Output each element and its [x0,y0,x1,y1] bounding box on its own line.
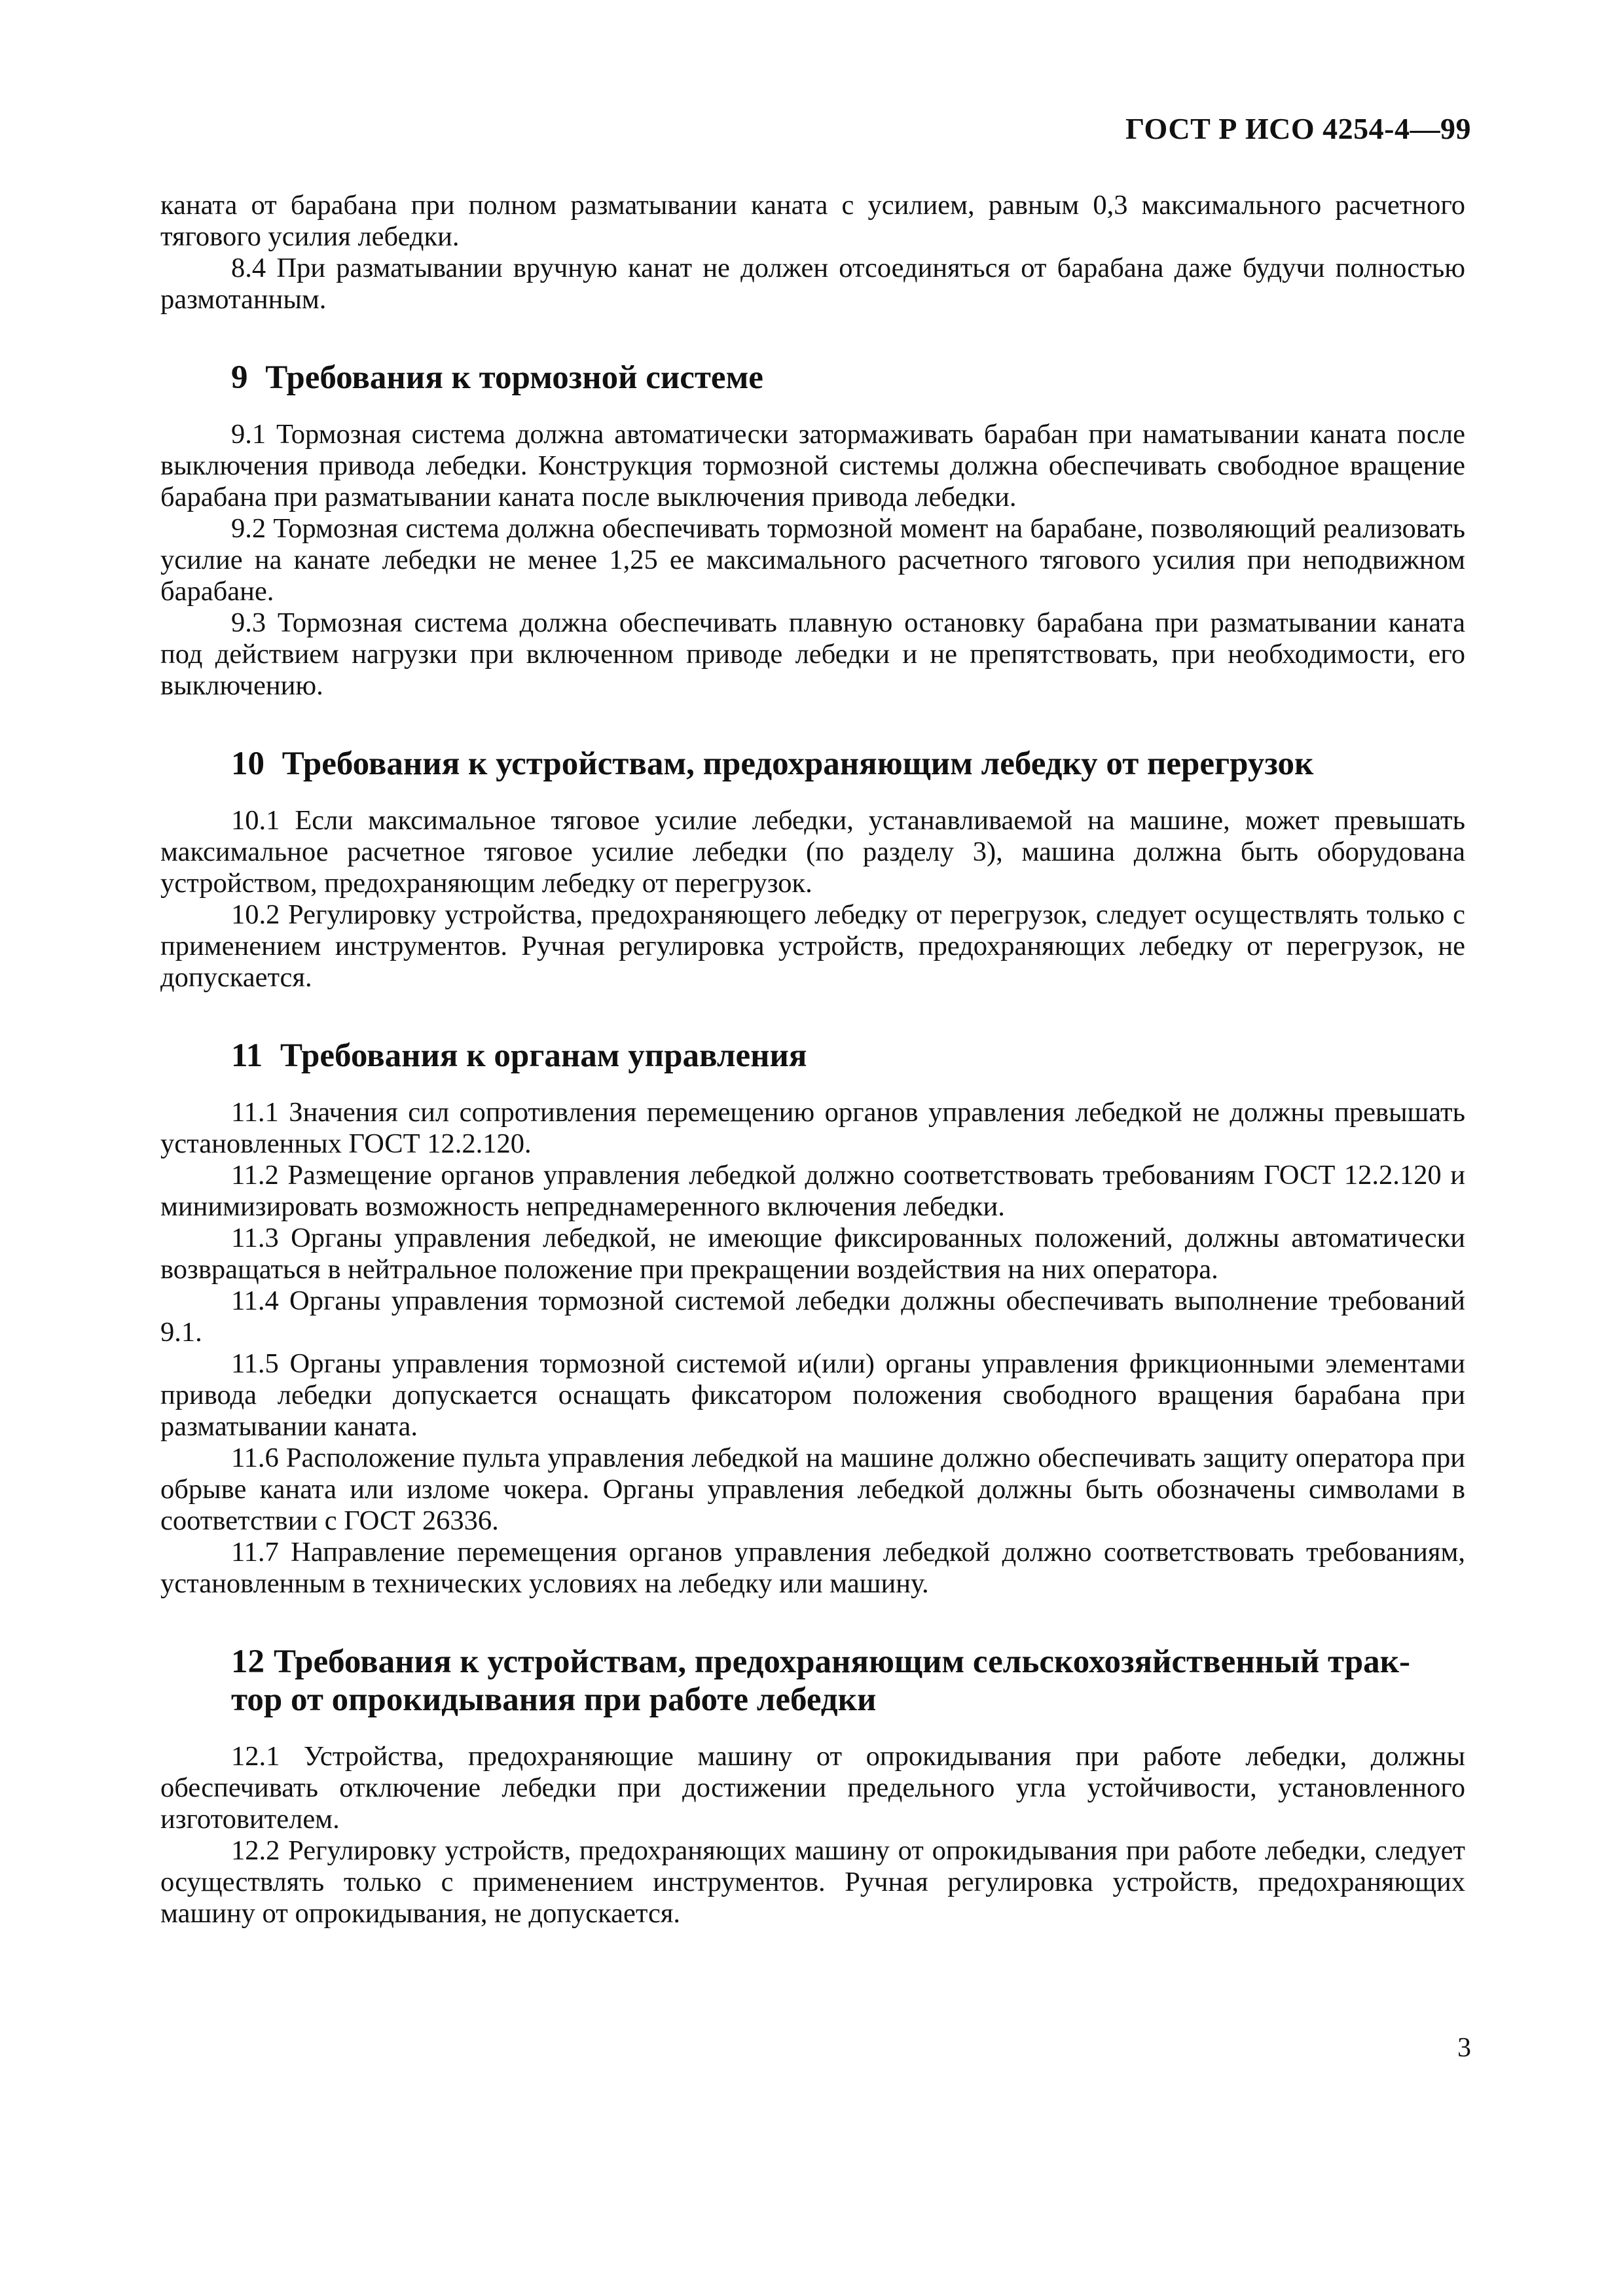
paragraph-11-6: 11.6 Расположение пульта управления лебедкой на машине должно обеспечивать защиту оператора при обрыве каната или изломе чокера. Органы управления лебедкой должны быть обозначены символами в соответствии с ГОСТ 26336. [160,1443,1465,1536]
section-10-number: 10 [231,745,264,782]
paragraph-10-1: 10.1 Если максимальное тяговое усилие лебедки, устанавливаемой на машине, может превышать максимальное расчетное тяговое усилие лебедки (по разделу 3), машина должна быть оборудована устройством, предохраняющим лебедку от перегрузок. [160,805,1465,899]
paragraph-10-2: 10.2 Регулировку устройства, предохраняющего лебедку от перегрузок, следует осуществлять только с применением инструментов. Ручная регулировка устройств, предохраняющих лебедку от перегрузок, не допускается. [160,899,1465,993]
paragraph-11-7: 11.7 Направление перемещения органов управления лебедкой должно соответствовать требованиям, установленным в технических условиях на лебедку или машину. [160,1537,1465,1599]
intro-paragraph-1: каната от барабана при полном разматывании каната с усилием, равным 0,3 максимального расчетного тягового усилия лебедки. [160,190,1465,252]
paragraph-9-2: 9.2 Тормозная система должна обеспечивать тормозной момент на барабане, позволяющий реализовать усилие на канате лебедки не менее 1,25 ее максимального расчетного тягового усилия при неподвижном барабане. [160,513,1465,607]
paragraph-11-2: 11.2 Размещение органов управления лебедкой должно соответствовать требованиям ГОСТ 12.2.120 и минимизировать возможность непреднамеренного включения лебедки. [160,1160,1465,1222]
intro-paragraph-2: 8.4 При разматывании вручную канат не должен отсоединяться от барабана даже будучи полностью размотанным. [160,253,1465,315]
document-body [160,190,1465,1929]
document-header: ГОСТ Р ИСО 4254-4—99 [1125,112,1471,145]
paragraph-9-1: 9.1 Тормозная система должна автоматически затормаживать барабан при наматывании каната после выключения привода лебедки. Конструкция тормозной системы должна обеспечивать свободное вращение барабана при разматывании каната после выключения привода лебедки. [160,419,1465,512]
paragraph-11-5: 11.5 Органы управления тормозной системой и(или) органы управления фрикционными элементами привода лебедки допускается оснащать фиксатором положения свободного вращения барабана при разматывании каната. [160,1348,1465,1442]
section-12-title-line-2: тор от опрокидывания при работе лебедки [231,1681,877,1718]
paragraph-11-3: 11.3 Органы управления лебедкой, не имеющие фиксированных положений, должны автоматически возвращаться в нейтральное положение при прекращении воздействия на них оператора. [160,1223,1465,1285]
section-10-heading [160,745,1465,783]
section-9-heading [160,359,1465,397]
paragraph-11-4: 11.4 Органы управления тормозной системой лебедки должны обеспечивать выполнение требований 9.1. [160,1285,1465,1348]
paragraph-9-3: 9.3 Тормозная система должна обеспечивать плавную остановку барабана при разматывании каната под действием нагрузки при включенном приводе лебедки и не препятствовать, при необходимости, его выключению. [160,607,1465,701]
paragraph-11-1: 11.1 Значения сил сопротивления перемещению органов управления лебедкой не должны превышать установленных ГОСТ 12.2.120. [160,1097,1465,1159]
section-9-number: 9 [231,359,248,396]
section-10-title: Требования к устройствам, предохраняющим лебедку от перегрузок [282,745,1314,782]
section-12-heading [160,1643,1465,1719]
section-9-title: Требования к тормозной системе [265,359,763,396]
section-11-number: 11 [231,1037,263,1074]
section-12-title-line-1: Требования к устройствам, предохраняющим сельскохозяйственный трак- [274,1643,1410,1680]
paragraph-12-2: 12.2 Регулировку устройств, предохраняющих машину от опрокидывания при работе лебедки, следует осуществлять только с применением инструментов. Ручная регулировка устройств, предохраняющих машину от опрокидывания, не допускается. [160,1835,1465,1929]
section-12-number: 12 [231,1643,264,1680]
section-11-heading [160,1037,1465,1075]
page-number: 3 [1457,2033,1471,2063]
paragraph-12-1: 12.1 Устройства, предохраняющие машину от опрокидывания при работе лебедки, должны обеспечивать отключение лебедки при достижении предельного угла устойчивости, установленного изготовителем. [160,1741,1465,1835]
section-11-title: Требования к органам управления [280,1037,807,1074]
